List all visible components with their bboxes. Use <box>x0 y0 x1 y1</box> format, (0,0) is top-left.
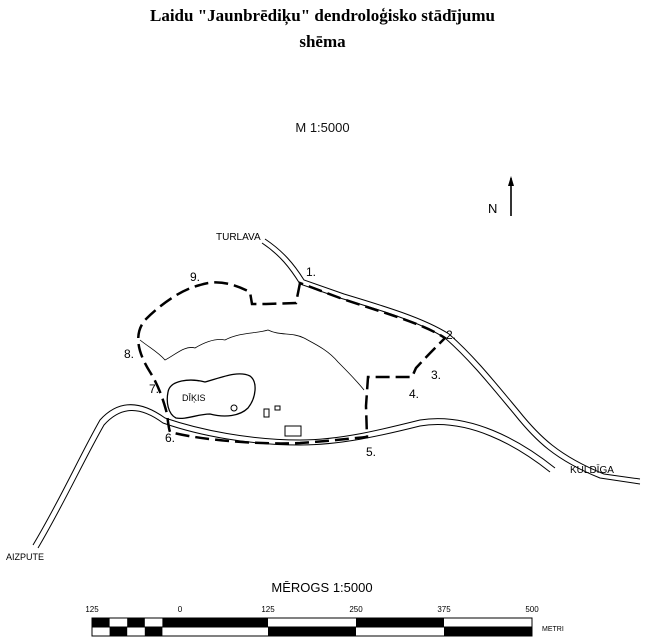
point-label-9: 9. <box>190 270 201 284</box>
label-aizpute: AIZPUTE <box>6 552 45 562</box>
scalebar-title: MĒROGS 1:5000 <box>271 580 373 595</box>
scalebar-tick-label-2: 125 <box>261 605 275 614</box>
pond <box>167 374 255 419</box>
point-label-6: 6. <box>165 431 176 445</box>
scalebar-unit: METRI <box>542 626 564 633</box>
map-title-line1: Laidu "Jaunbrēdiķu" dendroloģisko stādījumu <box>150 6 495 25</box>
building-1 <box>264 409 269 417</box>
pond-label: DĪĶIS <box>182 393 206 403</box>
label-turlava: TURLAVA <box>216 232 261 243</box>
point-label-8: 8. <box>124 347 135 361</box>
park-boundary <box>138 282 445 443</box>
road-turlava-kuldiga <box>262 239 640 484</box>
building-3 <box>285 426 301 436</box>
scalebar-tick-label-0: 125 <box>85 605 99 614</box>
scalebar-tick-label-3: 250 <box>349 605 363 614</box>
point-label-3: 3. <box>431 368 442 382</box>
point-label-1: 1. <box>306 265 317 279</box>
label-kuldiga: KULDĪGA <box>570 465 614 476</box>
point-label-5: 5. <box>366 445 377 459</box>
scalebar-tick-label-1: 0 <box>177 605 183 614</box>
map-scale-label: M 1:5000 <box>295 120 350 135</box>
point-label-7: 7. <box>149 382 160 396</box>
north-label: N <box>488 201 498 216</box>
building-2 <box>275 406 280 410</box>
map-title-line2: shēma <box>299 32 346 51</box>
point-label-2: 2. <box>446 328 457 342</box>
scale-bar <box>85 580 564 636</box>
scalebar-tick-label-5: 500 <box>525 605 539 614</box>
point-label-4: 4. <box>409 387 420 401</box>
north-arrow <box>488 176 514 216</box>
scalebar-tick-label-4: 375 <box>437 605 451 614</box>
